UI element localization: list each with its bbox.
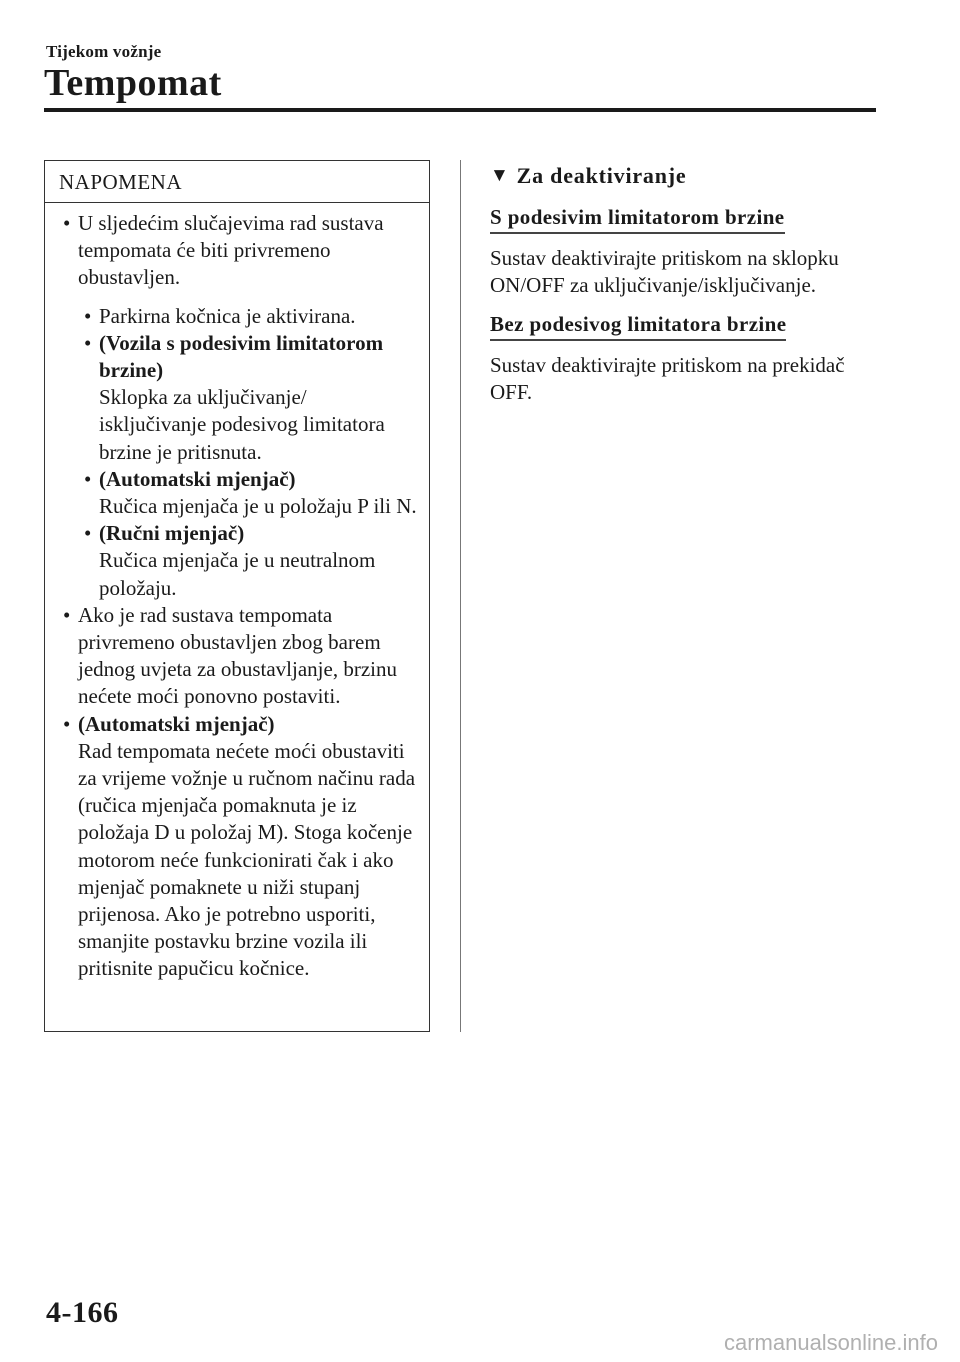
section-title (490, 160, 876, 191)
watermark: carmanualsonline.info (723, 1330, 938, 1355)
bullet-icon: • (63, 211, 71, 235)
bullet-icon: • (84, 330, 92, 355)
subheading-without-limiter: Bez podesivog limitatora brzine (490, 312, 786, 341)
note-subitem (78, 520, 419, 602)
bullet-icon: • (63, 602, 71, 627)
note-subitem (78, 466, 419, 520)
bullet-icon: • (84, 466, 92, 491)
bullet-icon: • (84, 303, 92, 328)
note-item (57, 711, 419, 983)
note-subitem-text: Ručica mjenjača je u neutralnom položaju. (99, 548, 376, 600)
with-limiter-text: Sustav deaktivirajte pritiskom na sklopku ON/OFF za uključivanje/isključivanje. (490, 246, 839, 297)
page-title: Tempomat (44, 62, 222, 104)
note-item-text: Ako je rad sustava tempomata privremeno obustavljen zbog barem jednog uvjeta za obustavljanje, brzinu nećete moći ponovno postaviti. (78, 602, 397, 709)
page-number: 4-166 (46, 1296, 119, 1329)
note-subitem (78, 330, 419, 466)
note-item (57, 602, 419, 711)
note-subitem-condition: (Vozila s podesivim limitatorom brzine) (99, 330, 384, 383)
note-box (44, 160, 430, 1032)
title-rule (44, 108, 876, 112)
subheading-with-limiter: S podesivim limitatorom brzine (490, 205, 785, 234)
note-item-text: Rad tempomata nećete moći obustaviti za vrijeme vožnje u ručnom načinu rada (ručica mjenjača pomaknuta je iz položaja D u položaj M). Stoga kočenje motorom neće funkcionirati čak i ako mjenjač pomaknete u niži stupanj prijenosa. Ako je potrebno usporiti, smanjite postavku brzine vozila ili pritisnite papučicu kočnice. (78, 738, 416, 981)
note-subitem-condition: (Automatski mjenjač) (99, 466, 296, 491)
note-subitem-text: Ručica mjenjača je u položaju P ili N. (99, 494, 417, 519)
section-title-text: Za deaktiviranje (516, 162, 687, 188)
bullet-icon: • (63, 711, 71, 736)
note-item (57, 210, 419, 292)
note-subitem-condition: (Ručni mjenjač) (99, 521, 245, 546)
note-item-condition: (Automatski mjenjač) (78, 711, 275, 736)
without-limiter-block (490, 312, 876, 406)
section-kicker: Tijekom vožnje (46, 42, 162, 61)
note-subitem-text: Sklopka za uključivanje/ isključivanje podesivog limitatora brzine je pritisnuta. (99, 385, 385, 464)
note-item-text: U sljedećim slučajevima rad sustava tempomata će biti privremeno obustavljen. (78, 211, 384, 290)
note-subitem (78, 303, 419, 330)
with-limiter-block (490, 205, 876, 299)
without-limiter-text: Sustav deaktivirajte pritiskom na prekidač OFF. (490, 353, 845, 404)
note-heading: NAPOMENA (45, 161, 429, 203)
note-body (45, 203, 429, 983)
triangle-down-icon: ▼ (490, 165, 510, 186)
note-subitem-text: Parkirna kočnica je aktivirana. (99, 303, 356, 328)
deactivate-section (490, 160, 876, 406)
bullet-icon: • (84, 521, 92, 546)
column-divider (460, 160, 461, 1032)
